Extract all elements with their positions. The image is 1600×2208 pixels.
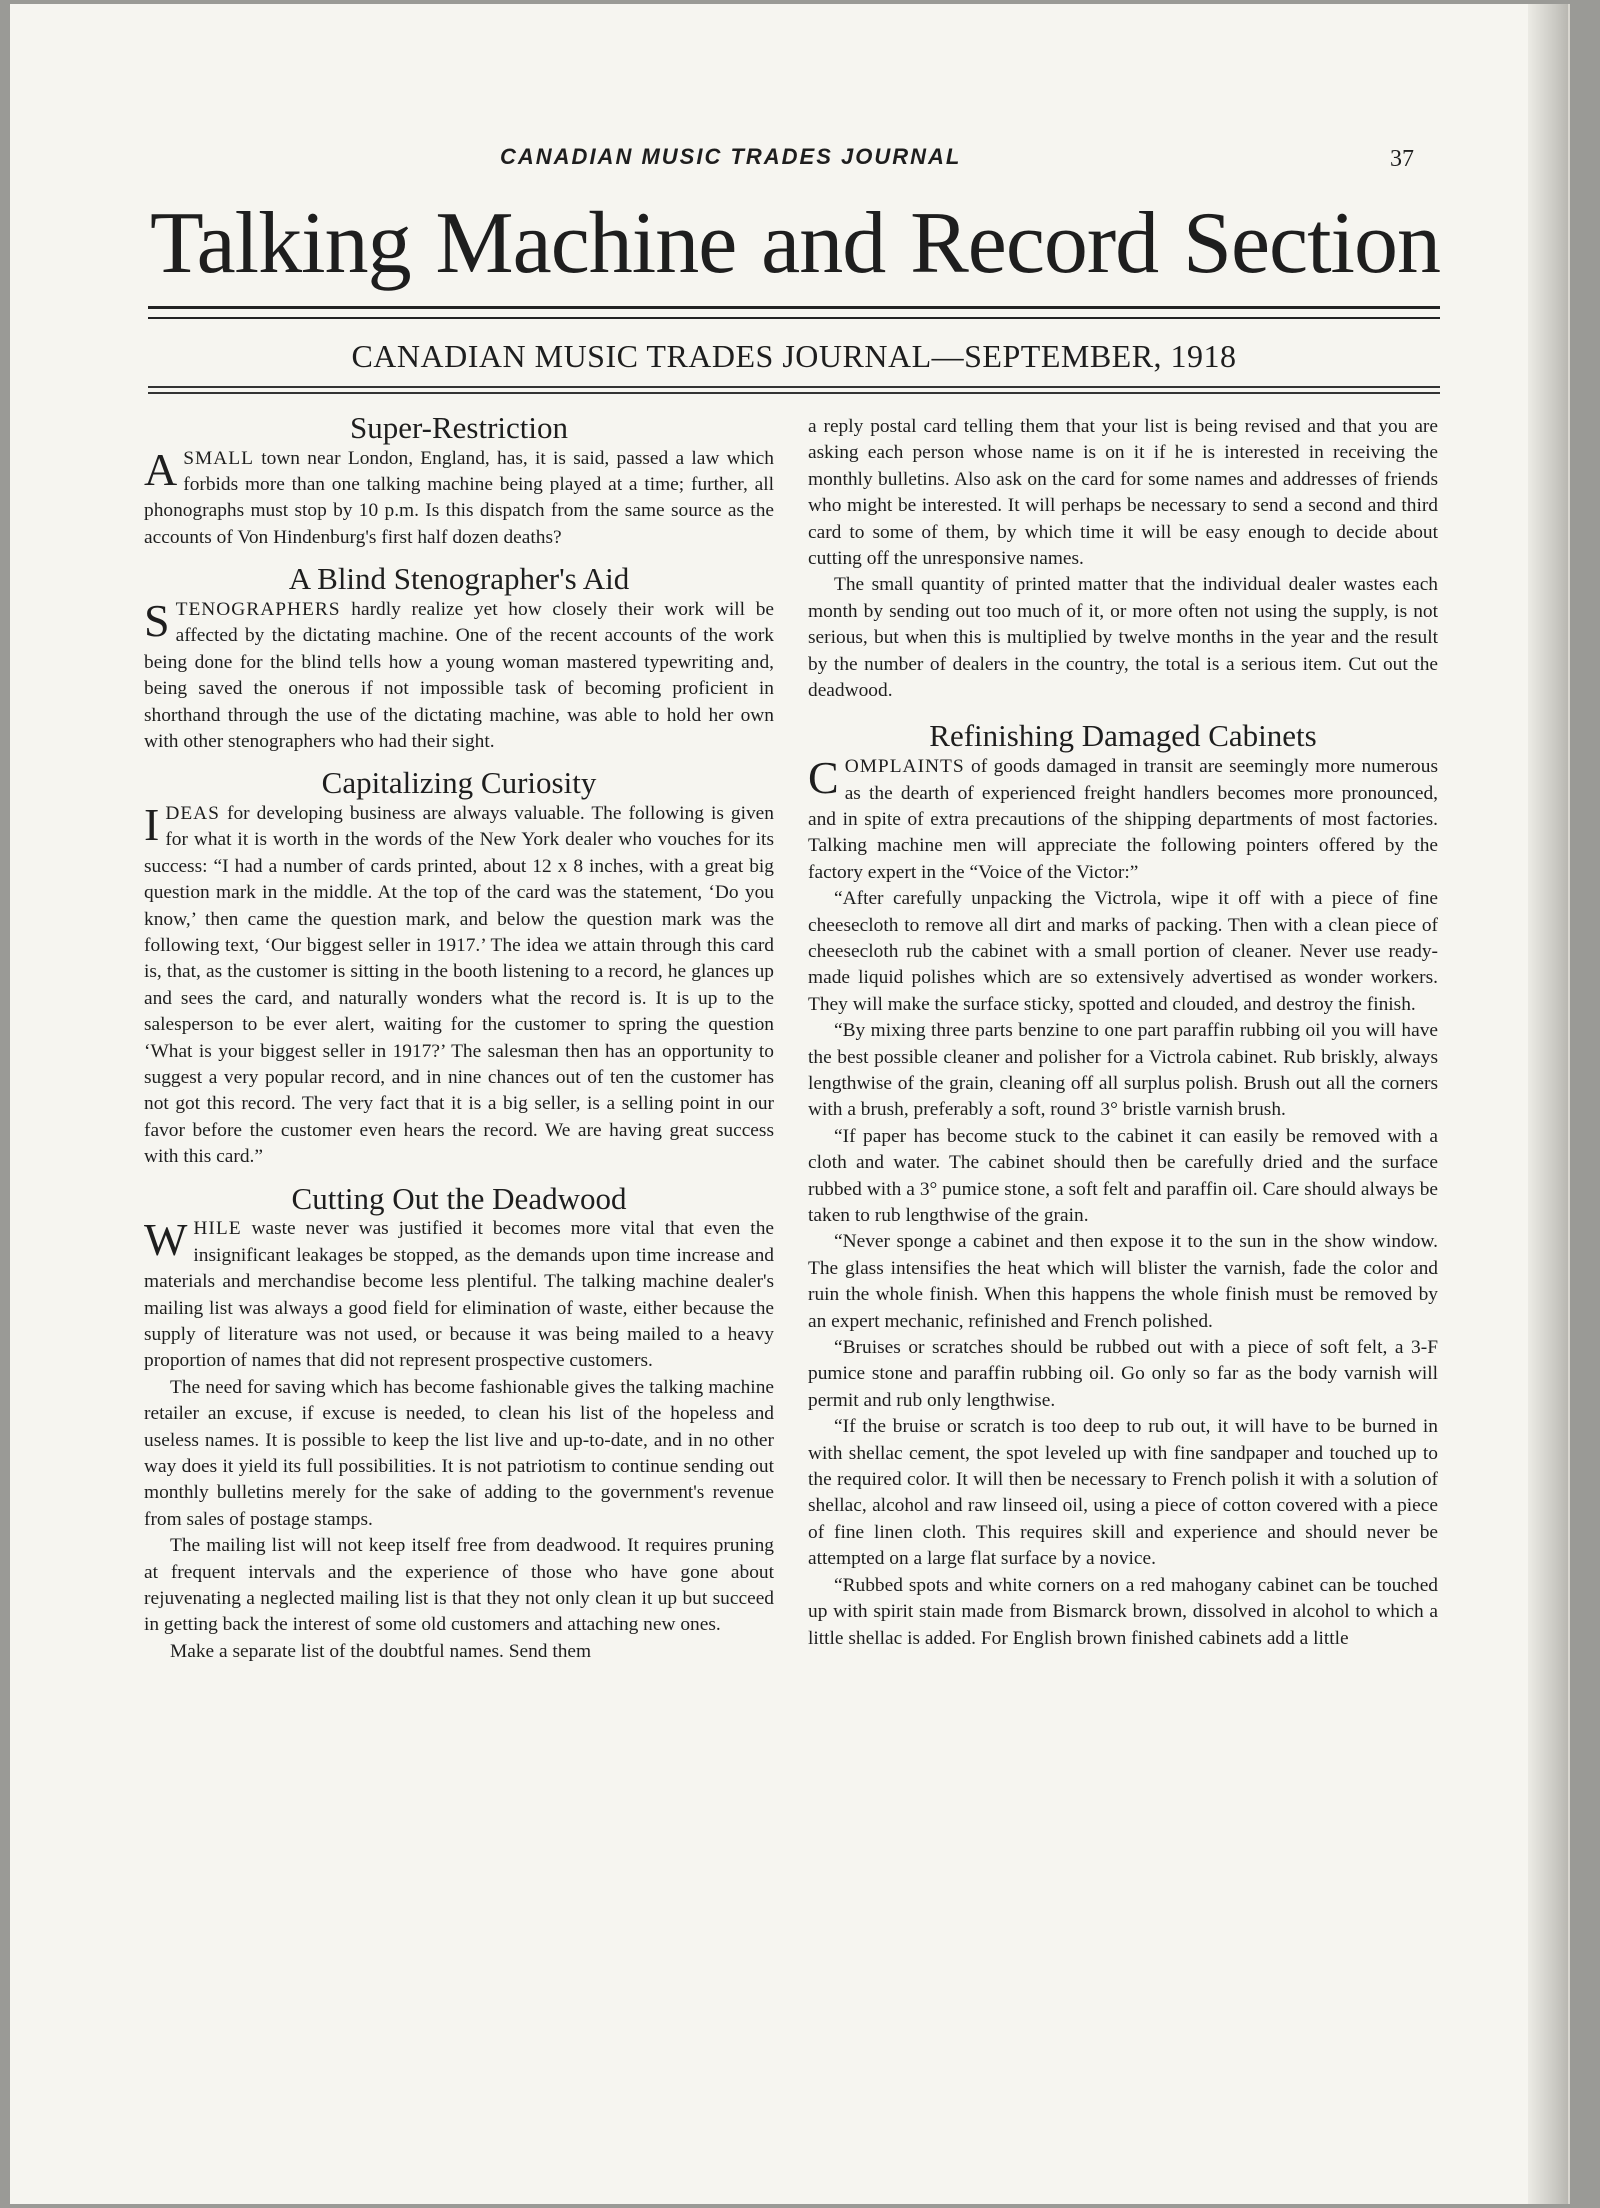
drop-cap: C <box>808 752 839 804</box>
drop-cap: A <box>144 443 178 495</box>
article-paragraph: The mailing list will not keep itself free from deadwood. It requires pruning at frequent intervals and the experience of those who have gone about rejuvenating a neglected mailing list is that they not only clean it up but succeed in getting back the interest of some old customers and attaching new ones. <box>144 1535 774 1636</box>
article-paragraph <box>144 443 774 552</box>
article-paragraph: “If the bruise or scratch is too deep to rub out, it will have to be burned in with shellac cement, the spot leveled up with fine sandpaper and touched up to the required color. It will then be necessary to French polish it with a solution of shellac, alcohol and raw linseed oil, using a piece of cotton covered with a piece of fine linen cloth. This requires skill and experience and should never be attempted on a large flat surface by a novice. <box>808 1416 1438 1570</box>
section-title: Talking Machine and Record Section <box>150 195 1440 292</box>
left-column <box>144 410 774 1665</box>
journal-issue-line: CANADIAN MUSIC TRADES JOURNAL—SEPTEMBER, 1918 <box>351 338 1237 374</box>
lead-word: TENOGRAPHERS <box>175 598 341 620</box>
article-capitalizing-curiosity <box>144 765 774 1170</box>
title-rule <box>148 306 1440 319</box>
article-title: Super-Restriction <box>349 410 569 445</box>
paragraph-text: hardly realize yet how closely their work will be affected by the dictating machine. One of the recent accounts of the work being done for the blind tells how a young woman mastered typewriting and, being saved the onerous if not impossible task of becoming proficient in shorthand through the use of the dictating machine, was able to hold her own with other stenographers who had their sight. <box>144 598 774 752</box>
article-paragraph: The need for saving which has become fashionable gives the talking machine retailer an excuse, if excuse is needed, to clean his list of the hopeless and useless names. It is possible to keep the list live and up-to-date, and in no other way does it yield its full possibilities. It is not patriotism to continue sending out monthly bulletins merely for the sake of adding to the government's revenue from sales of postage stamps. <box>144 1376 774 1530</box>
issue-rule-top <box>148 386 1440 388</box>
article-paragraph: “Bruises or scratches should be rubbed out with a piece of soft felt, a 3-F pumice stone and paraffin rubbing oil. Go only so far as the body varnish will permit and rub only lengthwise. <box>808 1337 1438 1411</box>
article-paragraph: The small quantity of printed matter that the individual dealer wastes each month by sending out too much of it, or more often not using the supply, is not serious, but when this is multiplied by twelve months in the year and the result by the number of dealers in the country, the total is a serious item. Cut out the deadwood. <box>808 574 1438 702</box>
article-paragraph <box>144 1216 774 1374</box>
article-paragraph <box>808 754 1438 886</box>
article-title: A Blind Stenographer's Aid <box>288 561 630 597</box>
paragraph-text: waste never was justified it becomes more vital that even the insignificant leakages be stopped, as the demands upon time increase and materials and merchandise become less plentiful. The talking machine dealer's mailing list was always a good field for elimination of waste, either because the supply of literature was not used, or because it was being mailed to a heavy proportion of names that did not represent prospective customers. <box>144 1218 774 1372</box>
paragraph-text: town near London, England, has, it is said, passed a law which forbids more than one talking machine being played at a time; further, all phonographs must stop by 10 p.m. Is this dispatch from the same source as the accounts of Von Hindenburg's first half dozen deaths? <box>144 447 774 548</box>
journal-page <box>10 4 1570 2204</box>
lead-word: OMPLAINTS <box>844 756 965 778</box>
right-column <box>808 414 1438 1652</box>
article-title: Refinishing Damaged Cabinets <box>929 718 1317 754</box>
page-edge <box>1528 4 1568 2204</box>
article-paragraph <box>144 798 774 1171</box>
article-paragraph: “Never sponge a cabinet and then expose it to the sun in the show window. The glass intensifies the heat which will blister the varnish, fade the color and ruin the whole finish. When this happens the whole finish must be removed by an expert mechanic, refinished and French polished. <box>808 1231 1438 1332</box>
article-paragraph: Make a separate list of the doubtful names. Send them <box>170 1640 592 1662</box>
lead-word: SMALL <box>183 447 254 469</box>
paragraph-text: for developing business are always valuable. The following is given for what it is worth in the words of the New York dealer who vouches for its success: “I had a number of cards printed, about 12 x 8 inches, with a great big question mark in the middle. At the top of the card was the statement, ‘Do you know,’ then came the question mark, and below the question mark was the following text, ‘Our biggest seller in 1917.’ The idea we attain through this card is, that, as the customer is sitting in the booth listening to a record, he glances up and sees the card, and naturally wonders what the record is. It is up to the salesperson to be ever alert, waiting for the customer to spring the question ‘What is your biggest seller in 1917?’ The salesman then has an opportunity to suggest a very popular record, and in nine chances out of ten the customer has not got this record. The very fact that it is a big seller, is a selling point in our favor before the customer even hears the record. We are having great success with this card.” <box>144 802 774 1168</box>
article-paragraph: “Rubbed spots and white corners on a red mahogany cabinet can be touched up with spirit stain made from Bismarck brown, dissolved in alcohol to which a little shellac is added. For English brown finished cabinets add a little <box>808 1574 1438 1649</box>
article-cutting-deadwood <box>144 1181 774 1666</box>
article-title: Cutting Out the Deadwood <box>291 1180 627 1216</box>
article-paragraph: “By mixing three parts benzine to one part paraffin rubbing oil you will have the best possible cleaner and polisher for a Victrola cabinet. Rub briskly, always lengthwise of the grain, cleaning off all surplus polish. Brush out all the corners with a brush, preferably a soft, round 3° bristle varnish brush. <box>808 1020 1438 1121</box>
article-paragraph: a reply postal card telling them that your list is being revised and that you are asking each person whose name is on it if he is interested in receiving the monthly bulletins. Also ask on the card for some names and addresses of friends who might be interested. It will perhaps be necessary to send a second and third card to some of them, by which time it will be easy enough to decide about cutting off the unresponsive names. <box>808 416 1438 570</box>
article-title: Capitalizing Curiosity <box>321 765 597 801</box>
article-super-restriction <box>144 410 774 551</box>
paragraph-text: of goods damaged in transit are seemingly more numerous as the dearth of experienced freight handlers becomes more pronounced, and in spite of extra precautions of the shipping departments of most factories. Talking machine men will appreciate the following pointers offered by the factory expert in the “Voice of the Victor:” <box>808 756 1438 883</box>
article-paragraph: “If paper has become stuck to the cabinet it can easily be removed with a cloth and water. The cabinet should then be carefully dried and the surface rubbed with a 3° pumice stone, a soft felt and paraffin oil. Care should always be taken to rub lengthwise of the grain. <box>808 1125 1438 1227</box>
drop-cap: I <box>144 798 160 850</box>
article-refinishing <box>808 718 1438 1651</box>
running-head: CANADIAN MUSIC TRADES JOURNAL <box>500 144 962 169</box>
article-paragraph: “After carefully unpacking the Victrola, wipe it off with a piece of fine cheesecloth to remove all dirt and marks of packing. Then with a clean piece of cheesecloth rub the cabinet with a small portion of cleaner. Never use ready-made liquid polishes which are so extensively advertised as wonder workers. They will make the surface sticky, spotted and clouded, and destroy the finish. <box>808 888 1438 1015</box>
drop-cap: W <box>144 1214 188 1266</box>
page-number: 37 <box>1390 146 1414 172</box>
issue-rule-bottom <box>148 392 1440 394</box>
article-blind-stenographer <box>144 561 774 755</box>
drop-cap: S <box>144 594 170 646</box>
lead-word: HILE <box>193 1218 242 1240</box>
lead-word: DEAS <box>165 802 220 824</box>
article-paragraph <box>144 594 774 755</box>
